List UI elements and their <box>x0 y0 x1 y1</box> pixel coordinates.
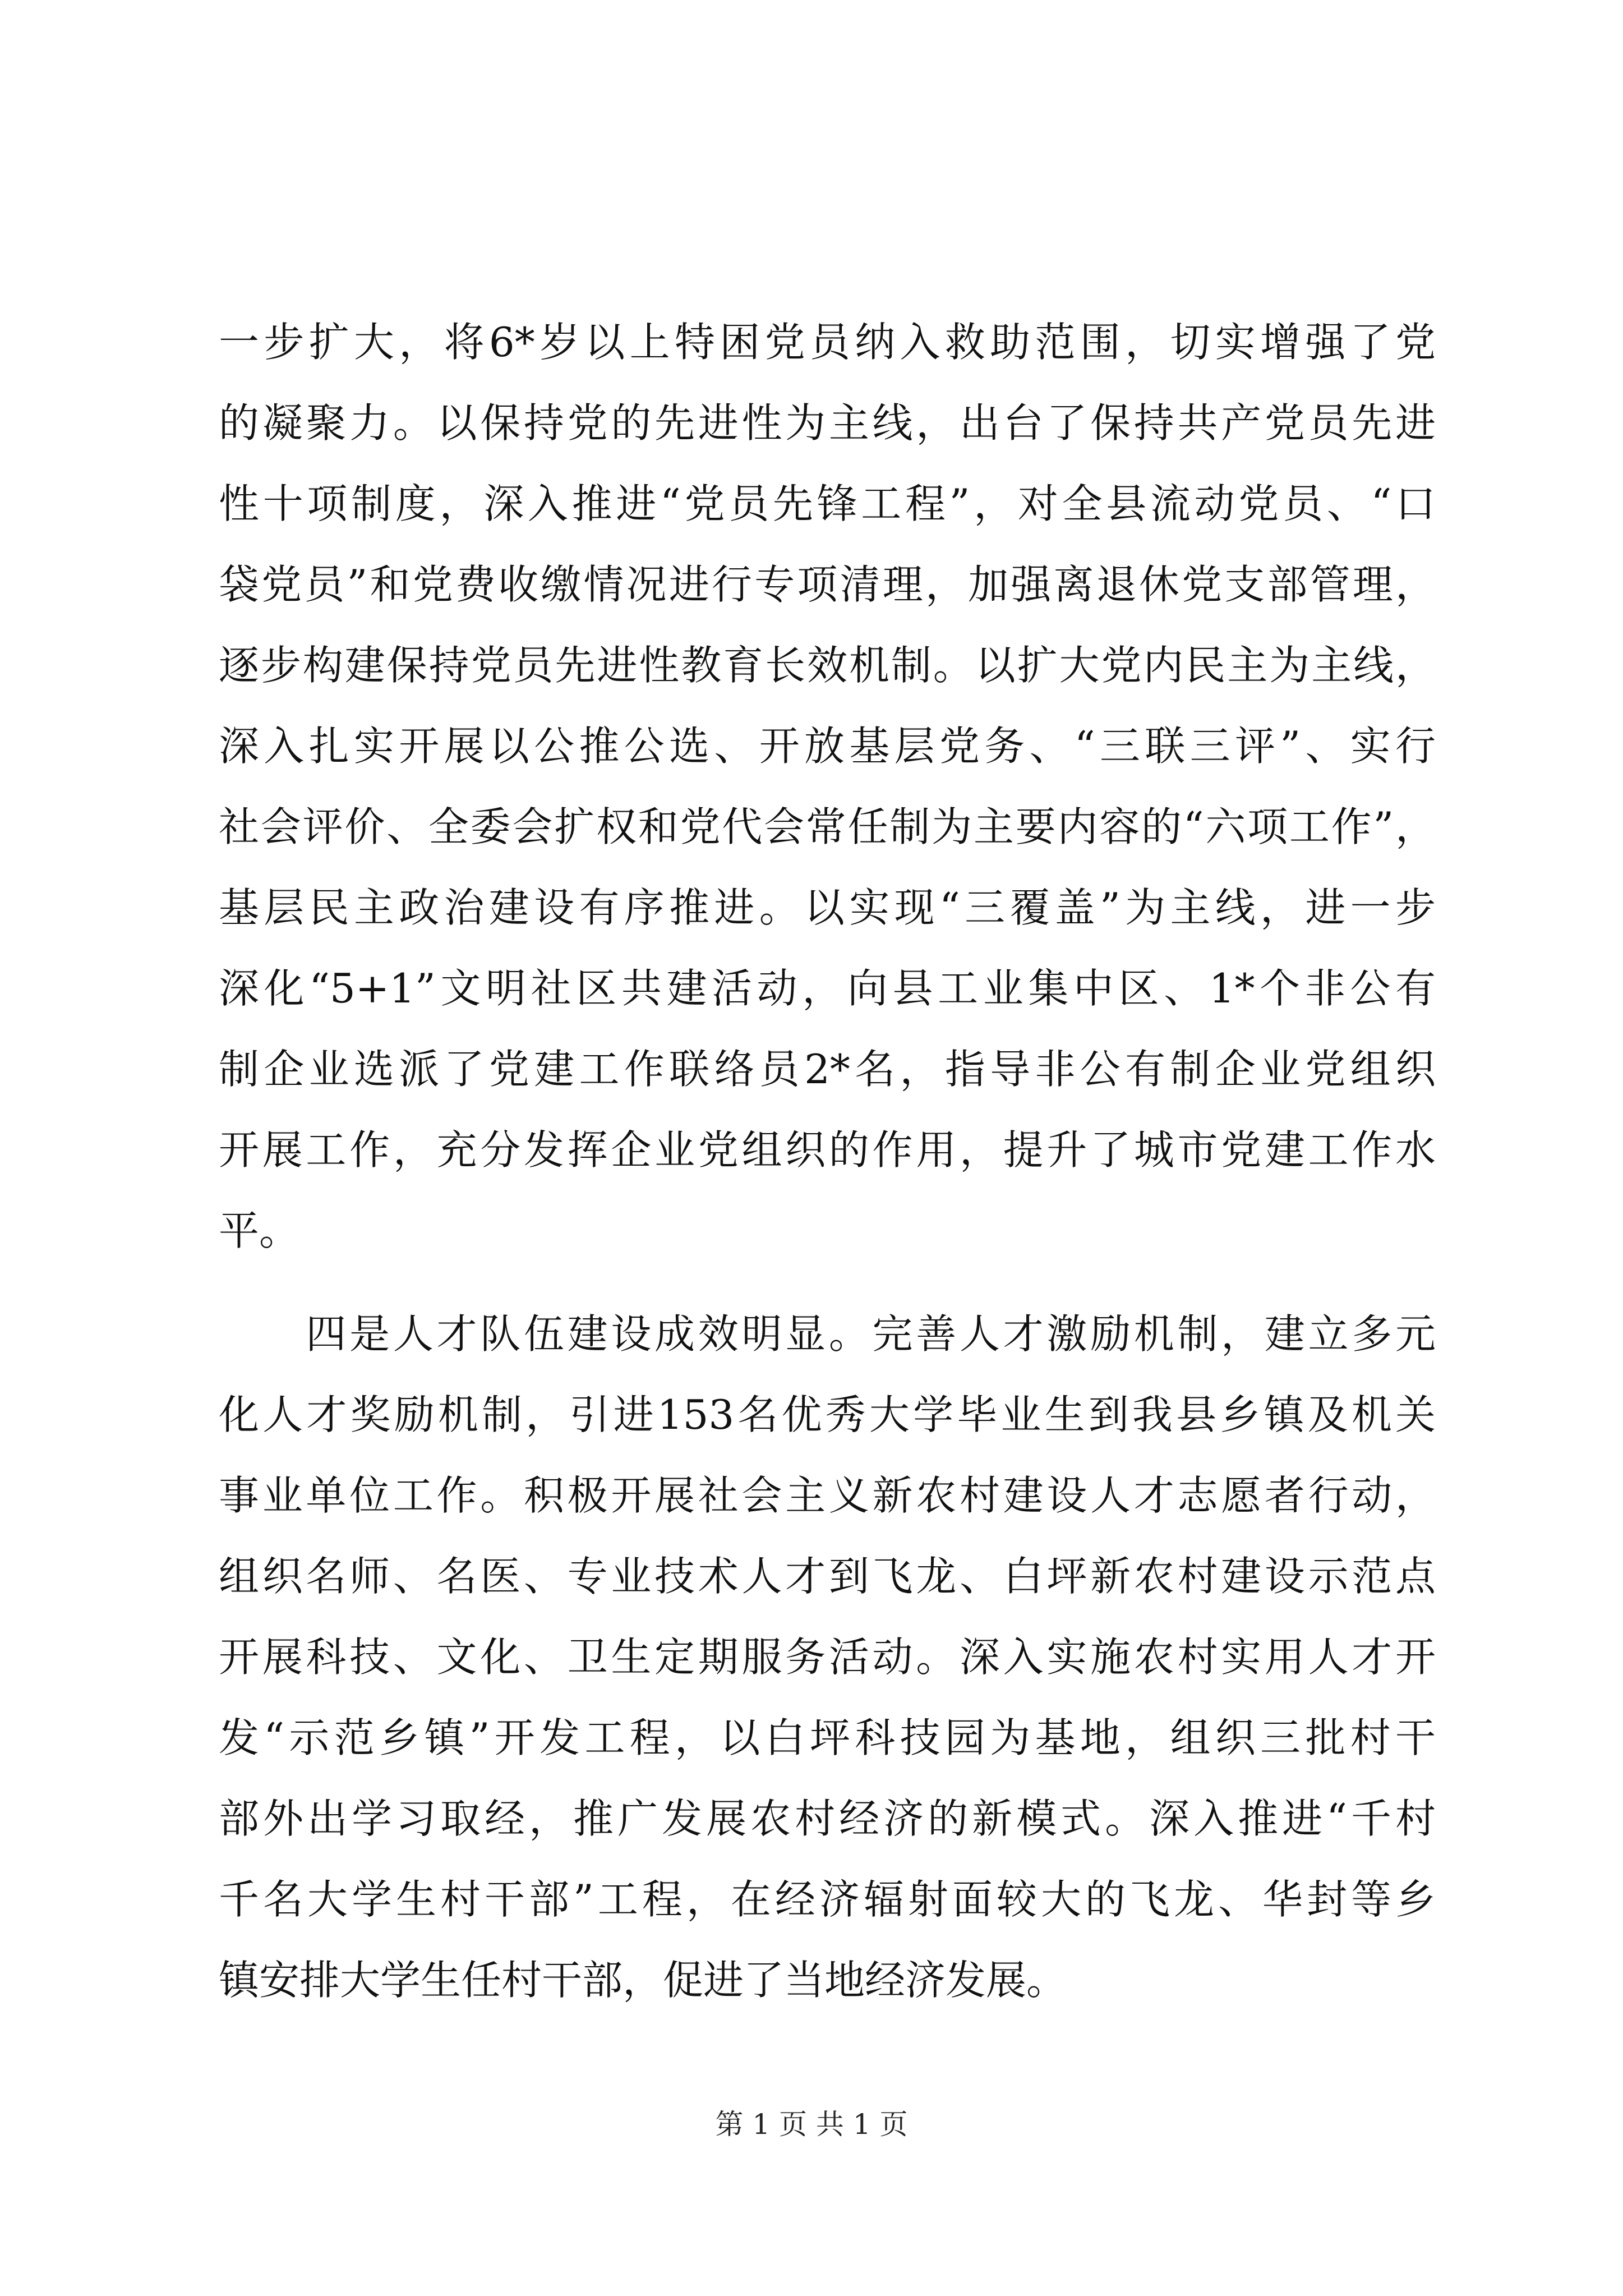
text-line: 组织名师、名医、专业技术人才到飞龙、白坪新农村建设示范点 <box>219 1553 1436 1600</box>
text-line: 深化“5+1”文明社区共建活动，向县工业集中区、1*个非公有 <box>219 965 1436 1012</box>
text-line: 社会评价、全委会扩权和党代会常任制为主要内容的“六项工作”， <box>219 803 1436 850</box>
text-line: 四是人才队伍建设成效明显。完善人才激励机制，建立多元 <box>219 1310 1436 1358</box>
paragraph-2 <box>219 1294 1436 2021</box>
text-line: 化人才奖励机制，引进153名优秀大学毕业生到我县乡镇及机关 <box>219 1391 1436 1438</box>
text-line: 性十项制度，深入推进“党员先锋工程”，对全县流动党员、“口 <box>219 480 1436 527</box>
text-line: 深入扎实开展以公推公选、开放基层党务、“三联三评”、实行 <box>219 723 1436 770</box>
text-line: 开展工作，充分发挥企业党组织的作用，提升了城市党建工作水 <box>219 1126 1436 1174</box>
text-line: 一步扩大，将6*岁以上特困党员纳入救助范围，切实增强了党 <box>219 319 1436 366</box>
text-line: 部外出学习取经，推广发展农村经济的新模式。深入推进“千村 <box>219 1795 1436 1842</box>
text-line: 的凝聚力。以保持党的先进性为主线，出台了保持共产党员先进 <box>219 399 1436 447</box>
page-number-footer: 第 1 页 共 1 页 <box>715 2108 908 2141</box>
text-line: 基层民主政治建设有序推进。以实现“三覆盖”为主线，进一步 <box>219 884 1436 931</box>
paragraph-gap <box>219 1271 1436 1294</box>
text-line: 逐步构建保持党员先进性教育长效机制。以扩大党内民主为主线， <box>219 642 1436 689</box>
paragraph-1 <box>219 302 1436 1271</box>
text-line: 制企业选派了党建工作联络员2*名，指导非公有制企业党组织 <box>219 1046 1436 1093</box>
text-line: 事业单位工作。积极开展社会主义新农村建设人才志愿者行动， <box>219 1472 1436 1519</box>
text-line: 发“示范乡镇”开发工程，以白坪科技园为基地，组织三批村干 <box>219 1714 1436 1761</box>
document-body <box>219 302 1436 2021</box>
text-line: 镇安排大学生任村干部，促进了当地经济发展。 <box>219 1957 1067 2004</box>
text-line: 平。 <box>219 1207 300 1254</box>
text-line: 袋党员”和党费收缴情况进行专项清理，加强离退休党支部管理， <box>219 561 1436 608</box>
text-line: 千名大学生村干部”工程，在经济辐射面较大的飞龙、华封等乡 <box>219 1876 1436 1923</box>
text-line: 开展科技、文化、卫生定期服务活动。深入实施农村实用人才开 <box>219 1634 1436 1681</box>
